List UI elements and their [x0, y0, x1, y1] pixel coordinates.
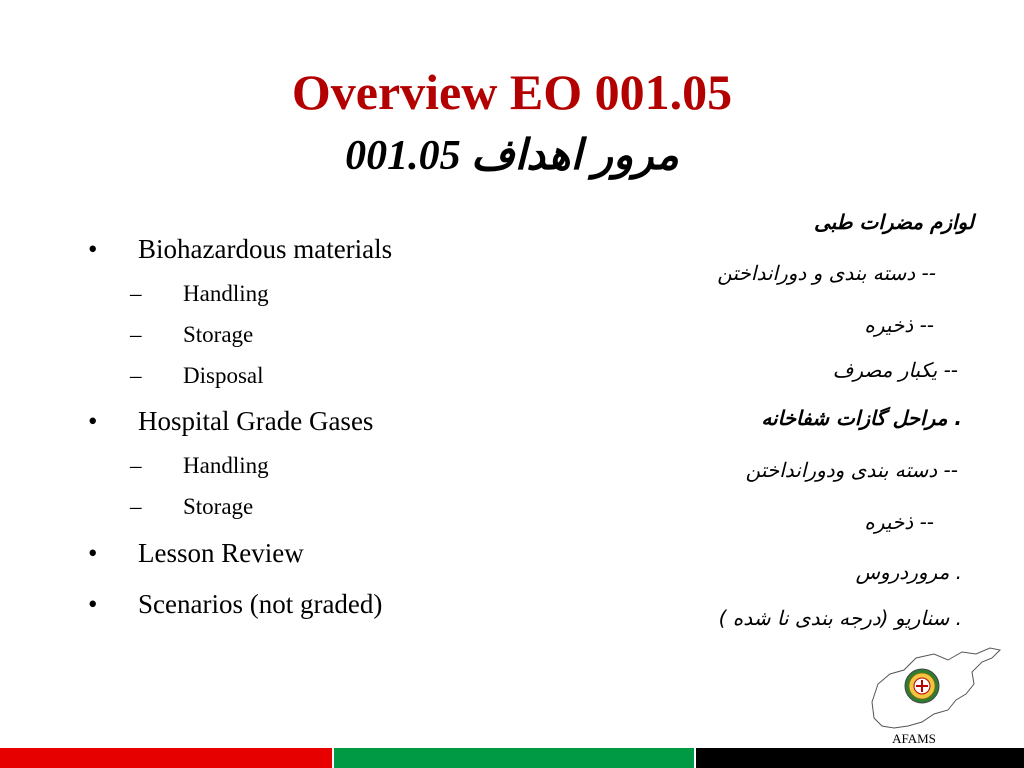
list-item-text: Hospital Grade Gases: [138, 406, 374, 436]
dari-list-item: -- ذخیره: [864, 510, 934, 534]
slide-title-en: Overview EO 001.05: [291, 64, 733, 120]
dari-list-item: -- ذخیره: [864, 313, 934, 337]
bullet-marker: •: [88, 406, 98, 436]
list-item-text: Handling: [183, 281, 269, 306]
list-item-text: Lesson Review: [138, 538, 304, 568]
dari-list-item: . مروردروس: [855, 560, 962, 584]
bullet-marker: •: [88, 538, 98, 568]
flag-color-bar: [0, 748, 1024, 768]
dari-list-item: . مراحل گازات شفاخانه: [761, 406, 962, 430]
flag-green-stripe: [334, 748, 694, 768]
dash-marker: –: [130, 281, 142, 306]
bullet-marker: •: [88, 234, 98, 264]
list-item-text: Storage: [183, 494, 254, 519]
afams-label: AFAMS: [892, 731, 936, 746]
list-item-text: Storage: [183, 322, 254, 347]
bullet-marker: •: [88, 589, 98, 619]
list-item-text: Disposal: [183, 363, 264, 388]
flag-black-stripe: [696, 748, 1024, 768]
list-item-text: Handling: [183, 453, 269, 478]
dash-marker: –: [130, 363, 142, 388]
dash-marker: –: [130, 453, 142, 478]
flag-red-stripe: [0, 748, 332, 768]
dash-marker: –: [130, 494, 142, 519]
dari-list-item: -- یکبار مصرف: [832, 358, 958, 382]
list-item-text: Scenarios (not graded): [138, 589, 383, 619]
slide-title-fa: مرور اهداف 001.05: [345, 133, 679, 179]
dari-list-item: . سناریو (درجه بندی نا شده ): [718, 606, 962, 630]
afghanistan-map-logo: [864, 640, 1004, 740]
list-item-text: Biohazardous materials: [138, 234, 393, 264]
dari-list-item: -- دسته بندی و دورانداختن: [717, 261, 936, 285]
dari-list-item: -- دسته بندی ودورانداختن: [745, 458, 958, 482]
dash-marker: –: [130, 322, 142, 347]
dari-list-item: لوازم مضرات طبی: [813, 210, 974, 234]
